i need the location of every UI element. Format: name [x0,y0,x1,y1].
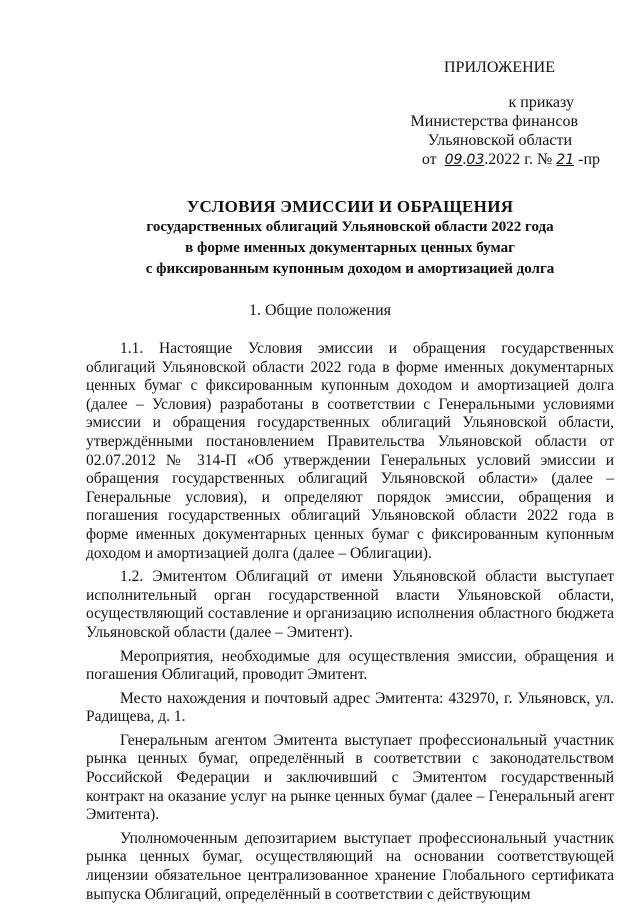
paragraph-general-agent: Генеральным агентом Эмитента выступает профессиональный участник рынка ценных бумаг, определённый в соответствии с законодательством Российской Федерации и заключивший с Эмитентом государственный контракт на оказание услуг на рынке ценных бумаг (далее – Генеральный агент Эмитента). [86,731,614,824]
paragraph-depositary: Уполномоченным депозитарием выступает профессиональный участник рынка ценных бумаг, осуществляющий на основании соответствующей лицензии обязательное централизованное хранение Глобального сертификата выпуска Облигаций, определённый в соответствии с действующим [86,829,614,903]
heading-line-3: в форме именных документарных ценных бумаг [185,240,515,256]
date-prefix: от [421,151,437,168]
paragraph-1-1: 1.1. Настоящие Условия эмиссии и обращения государственных облигаций Ульяновской области 2022 года в форме именных документарных ценных бумаг с фиксированным купонным доходом и амортизацией долга (далее – Условия) разработаны в соответствии с Генеральными условиями эмиссии и обращения государственных облигаций Ульяновской области, утверждёнными постановлением Правительства Ульяновской области от 02.07.2012 № 314-П «Об утверждении Генеральных условий эмиссии и обращения государственных облигаций Ульяновской области» (далее – Генеральные условия), и определяют порядок эмиссии, обращения и погашения государственных облигаций Ульяновской области 2022 года в форме именных документарных ценных бумаг с фиксированным купонным доходом и амортизацией долга (далее – Облигации). [86,340,614,562]
handwritten-day: 09 [444,152,463,168]
section-title: 1. Общие положения [248,302,392,319]
heading-main: УСЛОВИЯ ЭМИССИИ И ОБРАЩЕНИЯ [186,197,514,216]
date-year: .2022 г. № [484,151,553,168]
appendix-order-line: к приказу [508,94,574,111]
appendix-region-line: Ульяновской области [427,132,572,149]
document-body [86,340,614,904]
appendix-ministry-line: Министерства финансов [410,113,578,130]
heading-line-4: с фиксированным купонным доходом и амортизацией долга [145,261,555,277]
appendix-title: ПРИЛОЖЕНИЕ [444,59,556,76]
paragraph-1-2: 1.2. Эмитентом Облигаций от имени Ульяновской области выступает исполнительный орган государственной власти Ульяновской области, осуществляющий составление и организацию исполнения областного бюджета Ульяновской области (далее – Эмитент). [86,568,614,641]
heading-line-2: государственных облигаций Ульяновской области 2022 года [146,219,554,235]
document-heading [100,196,600,280]
handwritten-order-number: 21 [556,152,575,168]
appendix-block [400,58,600,170]
handwritten-month: 03 [466,152,485,168]
order-suffix: -пр [578,151,600,168]
paragraph-address: Место нахождения и почтовый адрес Эмитента: 432970, г. Ульяновск, ул. Радищева, д. 1. [86,689,614,726]
appendix-date-line: от 09.03.2022 г. № 21 -пр [421,151,600,168]
paragraph-activities: Мероприятия, необходимые для осуществления эмиссии, обращения и погашения Облигаций, проводит Эмитент. [86,647,614,684]
